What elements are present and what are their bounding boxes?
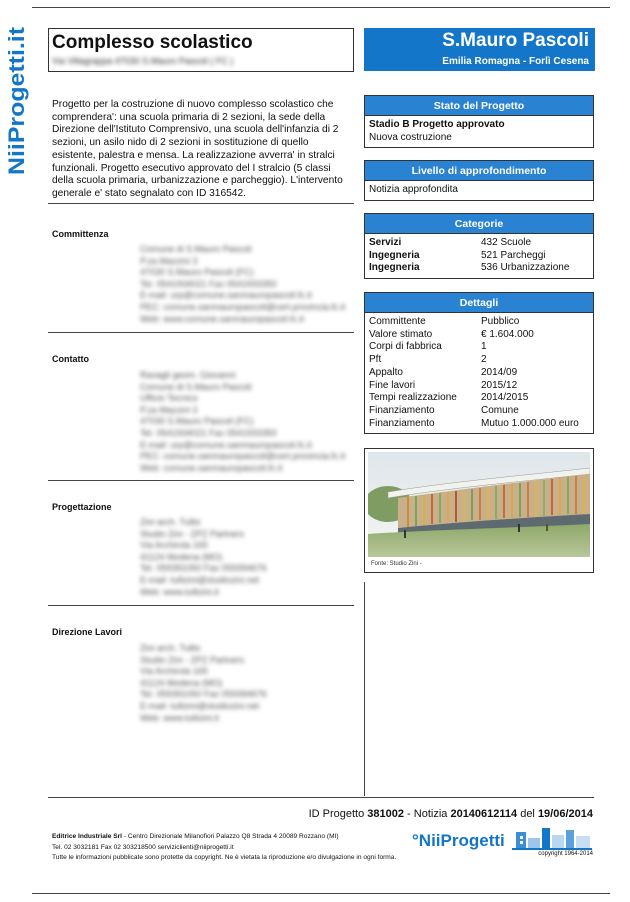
publisher-address: - Centro Direzionale Milanofiori Palazzo Q8 Strada 4 20089 Rozzano (MI) (122, 833, 339, 840)
categoria-row: Ingegneria 536 Urbanizzazione (369, 262, 570, 274)
stato-value: Stadio B Progetto approvato (369, 119, 505, 130)
dettaglio-row: Valore stimato € 1.604.000 (369, 328, 534, 340)
progettazione-details: Zini arch. Tullio Studio Zini - ZPZ Partners Via Archirola 165 41124 Modena (MO) Tel. 059391050 Fax 059394676 E-mail: tullizini@studiozini.net Web: www.tullizini.it (140, 517, 267, 597)
divider (48, 797, 594, 798)
categorie-panel (364, 213, 594, 279)
town-name: S.Mauro Pascoli (442, 30, 589, 51)
project-id-line: ID Progetto 381002 - Notizia 20140612114 del 19/06/2014 (308, 808, 593, 820)
dettaglio-row: Finanziamento Mutuo 1.000.000 euro (369, 417, 579, 429)
livello-panel (364, 160, 594, 201)
dettagli-panel (364, 292, 594, 434)
top-rule (32, 7, 610, 8)
bottom-rule (32, 893, 610, 894)
project-id: 381002 (367, 808, 404, 820)
column-divider (364, 582, 365, 796)
section-contatto-label: Contatto (52, 354, 89, 364)
livello-header: Livello di approfondimento (365, 161, 593, 181)
dettaglio-row: Fine lavori 2015/12 (369, 379, 518, 391)
dettagli-header: Dettagli (365, 293, 593, 313)
stato-header: Stato del Progetto (365, 96, 593, 116)
section-direzione-label: Direzione Lavori (52, 627, 123, 637)
livello-value: Notizia approfondita (369, 184, 458, 195)
stato-sub: Nuova costruzione (369, 131, 452, 143)
niiprogetti-vertical-logo[interactable] (2, 25, 30, 175)
divider (48, 605, 354, 606)
dettaglio-row: Corpi di fabbrica 1 (369, 341, 487, 353)
dettaglio-row: Committente Pubblico (369, 316, 520, 327)
project-image-box (364, 448, 594, 573)
project-title: Complesso scolastico (52, 32, 253, 53)
dettaglio-row: Finanziamento Comune (369, 404, 519, 416)
contatto-details: Ravagli geom. Giovanni Comune di S.Mauro Pascoli Ufficio Tecnico P.za Mazzini 3 47030 S.Mauro Pascoli (FC) Tel. 0541934021 Fax 0541933350 E-mail: urp@comune.sanmauropascoli.fc.it PEC: comune.sanmauropascoli@cert.provincia.fc.it Web: comune.sanmauropascoli.fc.it (140, 370, 346, 473)
direzione-details: Zini arch. Tullio Studio Zini - ZPZ Partners Via Archirola 165 41124 Modena (MO) Tel. 059391050 Fax 059394676 E-mail: tullizini@studiozini.net Web: www.tullizini.it (140, 643, 267, 723)
dettaglio-row: Appalto 2014/09 (369, 366, 518, 378)
svg-text:°NiiProgetti: °NiiProgetti (412, 831, 505, 850)
categoria-row: Ingegneria 521 Parcheggi (369, 249, 546, 261)
footer-info (52, 832, 396, 864)
project-address: Via Villagrappa 47030 S.Mauro Pascoli ( FC ) (52, 56, 234, 66)
publisher-contact: Tel. 02 3032181 Fax 02 303218500 serviziclienti@niiprogetti.it (52, 843, 234, 851)
image-caption: Fonte: Studio Zini - (371, 561, 422, 567)
notizia-id: 20140612114 (450, 808, 518, 820)
project-description: Progetto per la costruzione di nuovo complesso scolastico che comprendera': una scuola primaria di 2 sezioni, la sede della Direzione dell'Istituto Comprensivo, una scuola dell'infanzia di 2 sezioni, un asilo nido di 2 sezioni in sostituzione di quello esistente, palestra e mensa. La realizzazione avverra' in stralci funzionali. Progetto esecutivo approvato del I stralcio (5 classi della scuola primaria, urbanizzazione e parcheggio). L'intervento generale e' stato segnalato con ID 316542. (52, 99, 343, 199)
project-rendering-image[interactable] (368, 452, 590, 557)
divider (48, 332, 354, 333)
divider (48, 203, 354, 204)
stato-panel (364, 95, 594, 148)
svg-text:NiiProgetti.it: NiiProgetti.it (4, 44, 29, 175)
dettaglio-row: Pft 2 (369, 354, 487, 366)
committenza-details: Comune di S.Mauro Pascoli P.za Mazzini 3 47030 S.Mauro Pascoli (FC) Tel. 0541934021 Fax 0541933350 E-mail: urp@comune.sanmauropascoli.fc.it PEC: comune.sanmauropascoli@cert.provincia.fc.it Web: www.comune.sanmauropascoli.fc.it (140, 244, 346, 324)
dettaglio-row: Tempi realizzazione 2014/2015 (369, 392, 529, 404)
section-progettazione-label: Progettazione (52, 502, 112, 512)
copyright-notice: Tutte le informazioni pubblicate sono protette da copyright. Ne è vietata la riproduzione e/o divulgazione in ogni forma. (52, 854, 397, 861)
notizia-date: 19/06/2014 (537, 808, 593, 820)
categoria-row: Servizi 432 Scuole (369, 237, 532, 248)
location-box (364, 28, 595, 71)
copyright-year: copyright 1964-2014 (538, 851, 593, 857)
section-committenza-label: Committenza (52, 229, 109, 239)
categorie-header: Categorie (365, 214, 593, 234)
divider (48, 480, 354, 481)
publisher-name: Editrice Industriale Srl (52, 833, 122, 840)
project-title-box (48, 28, 354, 72)
region-name: Emilia Romagna - Forlì Cesena (442, 56, 589, 67)
